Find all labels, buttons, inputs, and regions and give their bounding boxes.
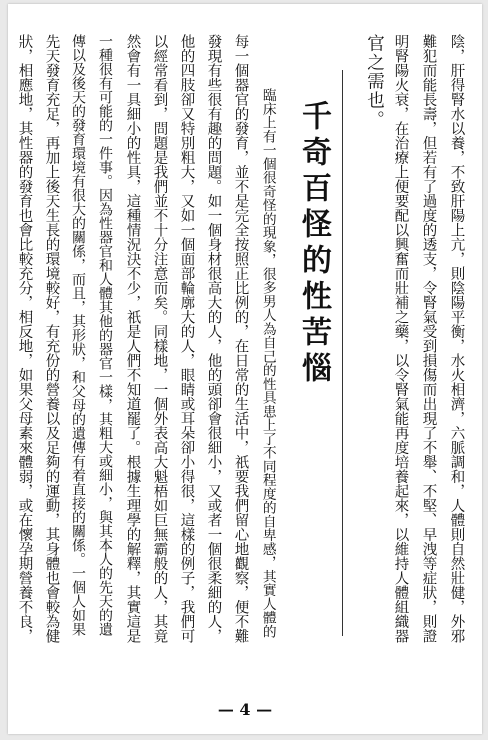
text-column: 發現有些很有趣的問題。如一個身材很高大的人，他的頭卻會很細小，又或者一個很柔細的人， xyxy=(205,34,222,643)
section-divider xyxy=(342,70,343,636)
text-column: 官之需也。 xyxy=(364,34,385,130)
text-column: 難犯而能長壽，但若有了過度的透支，令腎氣受到損傷而出現了不舉、不堅、早洩等症狀，則證 xyxy=(420,34,437,643)
text-column: 先天發育充足，再加上後天生長的環境較好，有充份的營養以及足夠的運動，其身體也會較為健 xyxy=(43,34,60,643)
text-column: 傳以及後天的發育環境有很大的關係，而且，其形狀，和父母的遺傳有着直接的關係。一個人如果 xyxy=(70,34,86,636)
book-page xyxy=(8,4,482,734)
text-column: 明腎陽火衰，在治療上便要配以興奮而壯補之藥，以令腎氣能再度培養起來，以維持人體組織器 xyxy=(392,34,409,643)
section-title: 千奇百怪的性苦惱 xyxy=(296,100,331,388)
text-column: 以經常看到，問題是我們並不十分注意而矣。同樣地，一個外表高大魁梧如巨無霸般的人，其竟 xyxy=(151,34,168,643)
text-column: 臨床上有一個很奇怪的現象，很多男人為自己的性具患上了不同程度的自卑感，其實人體的 xyxy=(259,88,276,638)
text-column: 陰，肝得腎水以養，不致肝陽上亢，則陰陽平衡，水火相濟，六脈調和，人體則自然壯健，外邪 xyxy=(448,34,465,643)
text-column: 然會有一具細小的性具，這種情況決不少，祇是人們不知道罷了。根據生理學的解釋，其實這是 xyxy=(124,34,141,643)
text-column: 每一個器官的發育，並不是完全按照正比例的，在日常的生活中，祇要我們留心地觀察，便不難 xyxy=(232,34,249,643)
text-column: 他的四肢卻又特別粗大，又如一個面部輪廓大的人，眼睛或耳朵卻小得很，這樣的例子，我們可 xyxy=(178,34,195,643)
text-column: 一種很有可能的一件事。因為性器官和人體其他的器官一樣，其粗大或細小，與其本人的先天的遺 xyxy=(97,34,113,636)
text-column: 狀，相應地，其性器的發育也會比較充分，相反地，如果父母素來體弱，或在懷孕期營養不良， xyxy=(16,34,33,643)
page-number: — 4 — xyxy=(217,700,273,719)
